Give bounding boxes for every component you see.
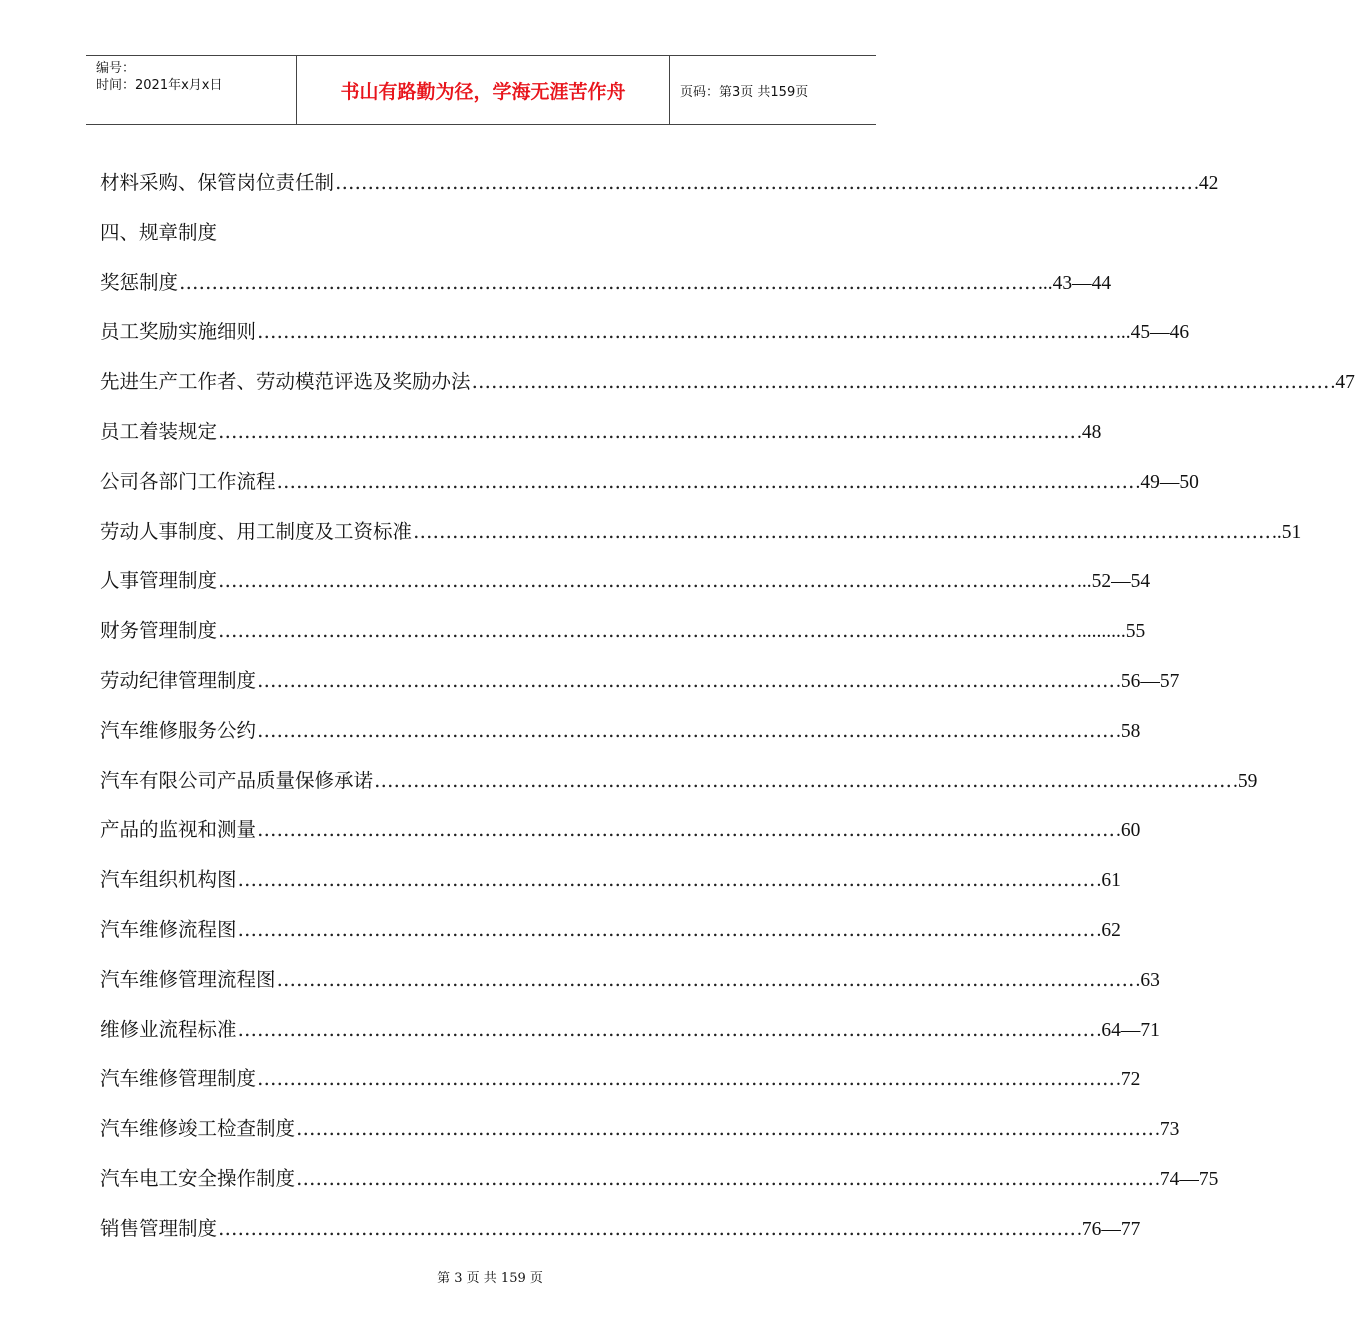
toc-entry[interactable] bbox=[100, 158, 1219, 208]
toc-dot-leader: …………………………………………………………………………………………………………………… bbox=[276, 469, 1135, 493]
toc-dot-leader: …………………………………………………………………………………………………………………… bbox=[471, 370, 1330, 394]
toc-dot-leader: …………………………………………………………………………………………………………………… bbox=[296, 1117, 1155, 1141]
toc-entry[interactable] bbox=[100, 805, 1141, 855]
toc-section-heading: 四、规章制度 bbox=[100, 220, 218, 244]
toc-entry[interactable] bbox=[100, 556, 1151, 606]
toc-dot-leader: …………………………………………………………………………………………………………………… bbox=[296, 1166, 1155, 1190]
toc-entry-title: 汽车维修管理制度 bbox=[100, 1067, 257, 1091]
toc-entry-page: ...52—54 bbox=[1077, 571, 1151, 593]
toc-entry-list bbox=[100, 258, 1355, 1254]
toc-entry[interactable] bbox=[100, 407, 1102, 457]
toc-entry-title: 汽车维修管理流程图 bbox=[100, 967, 276, 991]
toc-dot-leader: …………………………………………………………………………………………………………………… bbox=[413, 519, 1272, 543]
toc-entry[interactable] bbox=[100, 1005, 1160, 1055]
document-code-label: 编号： bbox=[96, 61, 136, 76]
toc-entry-page: .58 bbox=[1116, 720, 1141, 742]
toc-entry-title: 汽车维修服务公约 bbox=[100, 718, 257, 742]
toc-entry[interactable] bbox=[100, 457, 1199, 507]
toc-entry-page: .63 bbox=[1135, 969, 1160, 991]
toc-entry-page: .62 bbox=[1096, 919, 1121, 941]
toc-entry[interactable] bbox=[100, 955, 1160, 1005]
toc-entry-title: 先进生产工作者、劳动模范评选及奖励办法 bbox=[100, 370, 471, 394]
toc-entry-title: 劳动人事制度、用工制度及工资标准 bbox=[100, 519, 413, 543]
toc-dot-leader: …………………………………………………………………………………………………………………… bbox=[237, 868, 1096, 892]
toc-entry-title: 员工着装规定 bbox=[100, 419, 218, 443]
toc-entry-title: 奖惩制度 bbox=[100, 270, 179, 294]
toc-entry-page: .48 bbox=[1077, 421, 1102, 443]
toc-dot-leader: …………………………………………………………………………………………………………………… bbox=[257, 668, 1116, 692]
toc-entry[interactable] bbox=[100, 855, 1121, 905]
toc-entry[interactable] bbox=[100, 1204, 1141, 1254]
header-meta bbox=[86, 56, 297, 124]
toc-entry[interactable] bbox=[100, 756, 1258, 806]
toc-entry-page: .72 bbox=[1116, 1069, 1141, 1091]
toc-entry-page: ...43—44 bbox=[1038, 272, 1112, 294]
toc-entry-title: 财务管理制度 bbox=[100, 619, 218, 643]
toc-entry[interactable] bbox=[100, 507, 1302, 557]
toc-entry-title: 销售管理制度 bbox=[100, 1216, 218, 1240]
toc-entry-page: .59 bbox=[1233, 770, 1258, 792]
toc-entry-page: .56—57 bbox=[1116, 670, 1180, 692]
toc-dot-leader: …………………………………………………………………………………………………………………… bbox=[257, 818, 1116, 842]
toc-dot-leader: …………………………………………………………………………………………………………………… bbox=[257, 320, 1116, 344]
toc-entry[interactable] bbox=[100, 606, 1146, 656]
toc-entry[interactable] bbox=[100, 905, 1121, 955]
toc-entry-page: .42 bbox=[1194, 173, 1219, 194]
toc-entry-page: .73 bbox=[1155, 1119, 1180, 1141]
toc-entry-title: 人事管理制度 bbox=[100, 569, 218, 593]
toc-dot-leader: …………………………………………………………………………………………………………………… bbox=[218, 569, 1077, 593]
toc-entry-page: ..........55 bbox=[1077, 621, 1146, 643]
toc-entry[interactable] bbox=[100, 1104, 1180, 1154]
toc-entry-page: ...45—46 bbox=[1116, 322, 1190, 344]
toc-entry-page: .49—50 bbox=[1135, 471, 1199, 493]
toc-entry[interactable] bbox=[100, 357, 1355, 407]
toc-entry-title: 汽车组织机构图 bbox=[100, 868, 237, 892]
toc-dot-leader: …………………………………………………………………………………………………………………… bbox=[257, 1067, 1116, 1091]
toc-dot-leader: …………………………………………………………………………………………………………………… bbox=[179, 270, 1038, 294]
toc-entry[interactable] bbox=[100, 258, 1112, 308]
toc-dot-leader: …………………………………………………………………………………………………………………… bbox=[237, 1017, 1096, 1041]
toc-entry[interactable] bbox=[100, 656, 1180, 706]
toc-entry-page: .60 bbox=[1116, 820, 1141, 842]
toc-entry-title: 维修业流程标准 bbox=[100, 1017, 237, 1041]
toc-entry-title: 汽车有限公司产品质量保修承诺 bbox=[100, 768, 374, 792]
table-of-contents bbox=[100, 158, 1355, 1254]
page-header bbox=[86, 55, 876, 125]
toc-entry[interactable] bbox=[100, 706, 1141, 756]
toc-entry[interactable] bbox=[100, 307, 1190, 357]
toc-entry-title: 汽车维修竣工检查制度 bbox=[100, 1117, 296, 1141]
header-page-number: 页码：第3页 共159页 bbox=[680, 84, 809, 100]
toc-entry-title: 材料采购、保管岗位责任制 bbox=[100, 171, 335, 194]
toc-dot-leader: …………………………………………………………………………………………………………………… bbox=[218, 619, 1077, 643]
toc-entry-page: .47 bbox=[1330, 372, 1355, 394]
toc-entry[interactable] bbox=[100, 1054, 1141, 1104]
document-date-label: 时间：2021年x月x日 bbox=[96, 78, 223, 93]
toc-dot-leader: …………………………………………………………………………………………………………………… bbox=[218, 419, 1077, 443]
toc-dot-leader: …………………………………………………………………………………………………………………… bbox=[276, 967, 1135, 991]
toc-entry-title: 产品的监视和测量 bbox=[100, 818, 257, 842]
toc-entry-page: .64—71 bbox=[1096, 1019, 1160, 1041]
page-footer: 第 3 页 共 159 页 bbox=[437, 1271, 543, 1286]
toc-entry-title: 员工奖励实施细则 bbox=[100, 320, 257, 344]
header-motto: 书山有路勤为径，学海无涯苦作舟 bbox=[297, 56, 670, 124]
toc-entry-page: .76—77 bbox=[1077, 1218, 1141, 1240]
toc-entry-title: 汽车电工安全操作制度 bbox=[100, 1166, 296, 1190]
toc-entry-title: 汽车维修流程图 bbox=[100, 917, 237, 941]
toc-entry-page: ..51 bbox=[1272, 521, 1302, 543]
toc-dot-leader: …………………………………………………………………………………………………………………… bbox=[374, 768, 1233, 792]
toc-dot-leader: …………………………………………………………………………………………………………………… bbox=[257, 718, 1116, 742]
toc-dot-leader: …………………………………………………………………………………………………………………… bbox=[218, 1216, 1077, 1240]
toc-entry-title: 劳动纪律管理制度 bbox=[100, 668, 257, 692]
toc-entry-title: 公司各部门工作流程 bbox=[100, 469, 276, 493]
toc-dot-leader: …………………………………………………………………………………………………………………… bbox=[335, 171, 1194, 194]
toc-entry[interactable] bbox=[100, 1154, 1219, 1204]
toc-entry-page: .74—75 bbox=[1155, 1168, 1219, 1190]
toc-dot-leader: …………………………………………………………………………………………………………………… bbox=[237, 917, 1096, 941]
toc-entry-page: .61 bbox=[1096, 870, 1121, 892]
